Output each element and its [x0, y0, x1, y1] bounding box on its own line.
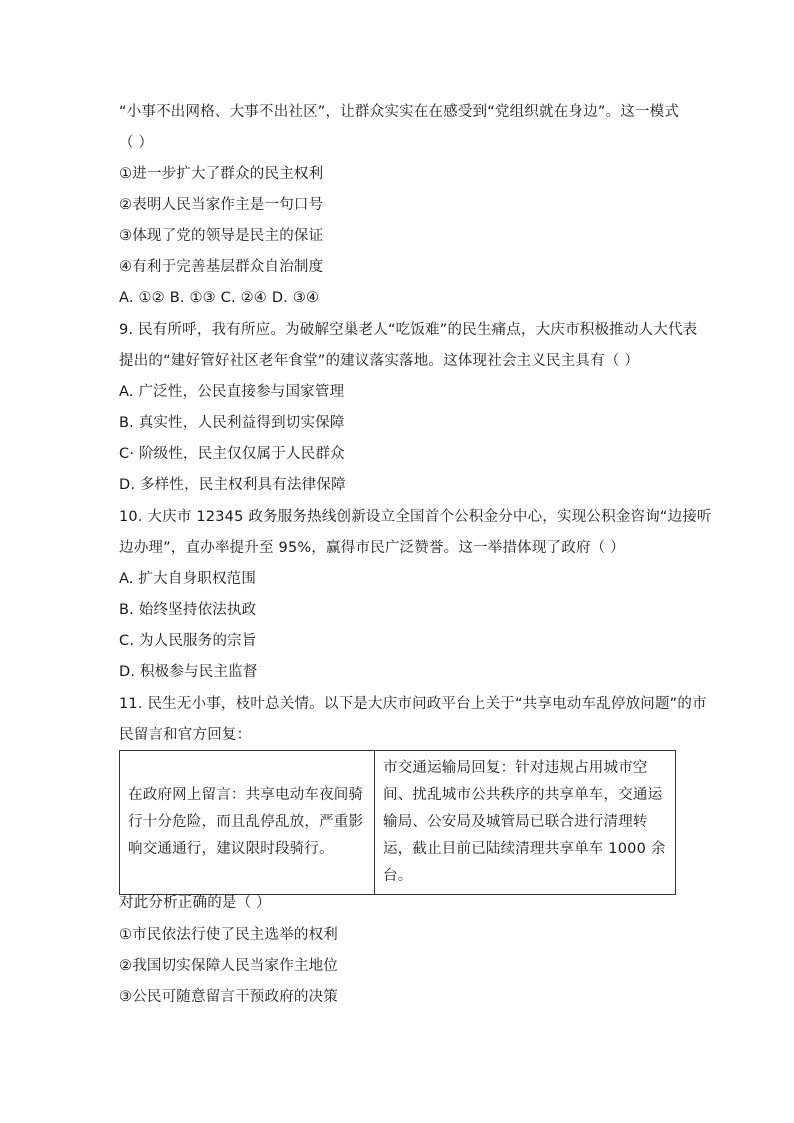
q10-option-b: B. 始终坚持依法执政 [119, 602, 257, 618]
q11-message-table [119, 750, 676, 895]
table-row [120, 751, 676, 895]
q9-option-c: C· 阶级性，民主仅仅属于人民群众 [119, 446, 345, 462]
q11-prompt: 对此分析正确的是（ ） [119, 895, 271, 911]
q9-option-b: B. 真实性，人民利益得到切实保障 [119, 415, 345, 431]
q8-answer-bracket: （ ） [119, 135, 154, 151]
q11-stem-line-1: 11. 民生无小事，枝叶总关情。以下是大庆市问政平台上关于“共享电动车乱停放问题”的市 [119, 696, 707, 712]
q8-option-4: ④有利于完善基层群众自治制度 [119, 259, 324, 275]
q10-option-d: D. 积极参与民主监督 [119, 664, 258, 680]
q8-choices: A. ①② B. ①③ C. ②④ D. ③④ [119, 290, 320, 306]
q11-stem-line-2: 民留言和官方回复： [119, 727, 252, 743]
q8-option-2: ②表明人民当家作主是一句口号 [119, 197, 324, 213]
q9-option-d: D. 多样性，民主权利具有法律保障 [119, 477, 346, 493]
q10-option-c: C. 为人民服务的宗旨 [119, 633, 257, 649]
q9-stem-line-1: 9. 民有所呼，我有所应。为破解空巢老人“吃饭难”的民生痛点，大庆市积极推动人大代表 [119, 322, 698, 338]
q10-stem-line-1: 10. 大庆市 12345 政务服务热线创新设立全国首个公积金分中心，实现公积金咨询“边接听 [119, 509, 712, 525]
q9-stem-line-2: 提出的“建好管好社区老年食堂”的建议落实落地。这体现社会主义民主具有（ ） [119, 353, 640, 369]
citizen-message-cell: 在政府网上留言：共享电动车夜间骑行十分危险，而且乱停乱放，严重影响交通通行，建议限时段骑行。 [120, 751, 375, 895]
q8-option-3: ③体现了党的领导是民主的保证 [119, 228, 324, 244]
q11-option-2: ②我国切实保障人民当家作主地位 [119, 958, 338, 974]
q11-option-3: ③公民可随意留言干预政府的决策 [119, 989, 338, 1005]
q10-stem-line-2: 边办理”，直办率提升至 95%，赢得市民广泛赞誉。这一举措体现了政府（ ） [119, 540, 625, 556]
official-reply-cell: 市交通运输局回复：针对违规占用城市空间、扰乱城市公共秩序的共享单车，交通运输局、公安局及城管局已联合进行清理转运，截止目前已陆续清理共享单车 1000 余台。 [375, 751, 676, 895]
q8-stem-line: “小事不出网格、大事不出社区”，让群众实实在在感受到“党组织就在身边”。这一模式 [119, 104, 680, 120]
q11-option-1: ①市民依法行使了民主选举的权利 [119, 927, 338, 943]
q9-option-a: A. 广泛性，公民直接参与国家管理 [119, 384, 345, 400]
q10-option-a: A. 扩大自身职权范围 [119, 571, 257, 587]
q8-option-1: ①进一步扩大了群众的民主权利 [119, 166, 324, 182]
